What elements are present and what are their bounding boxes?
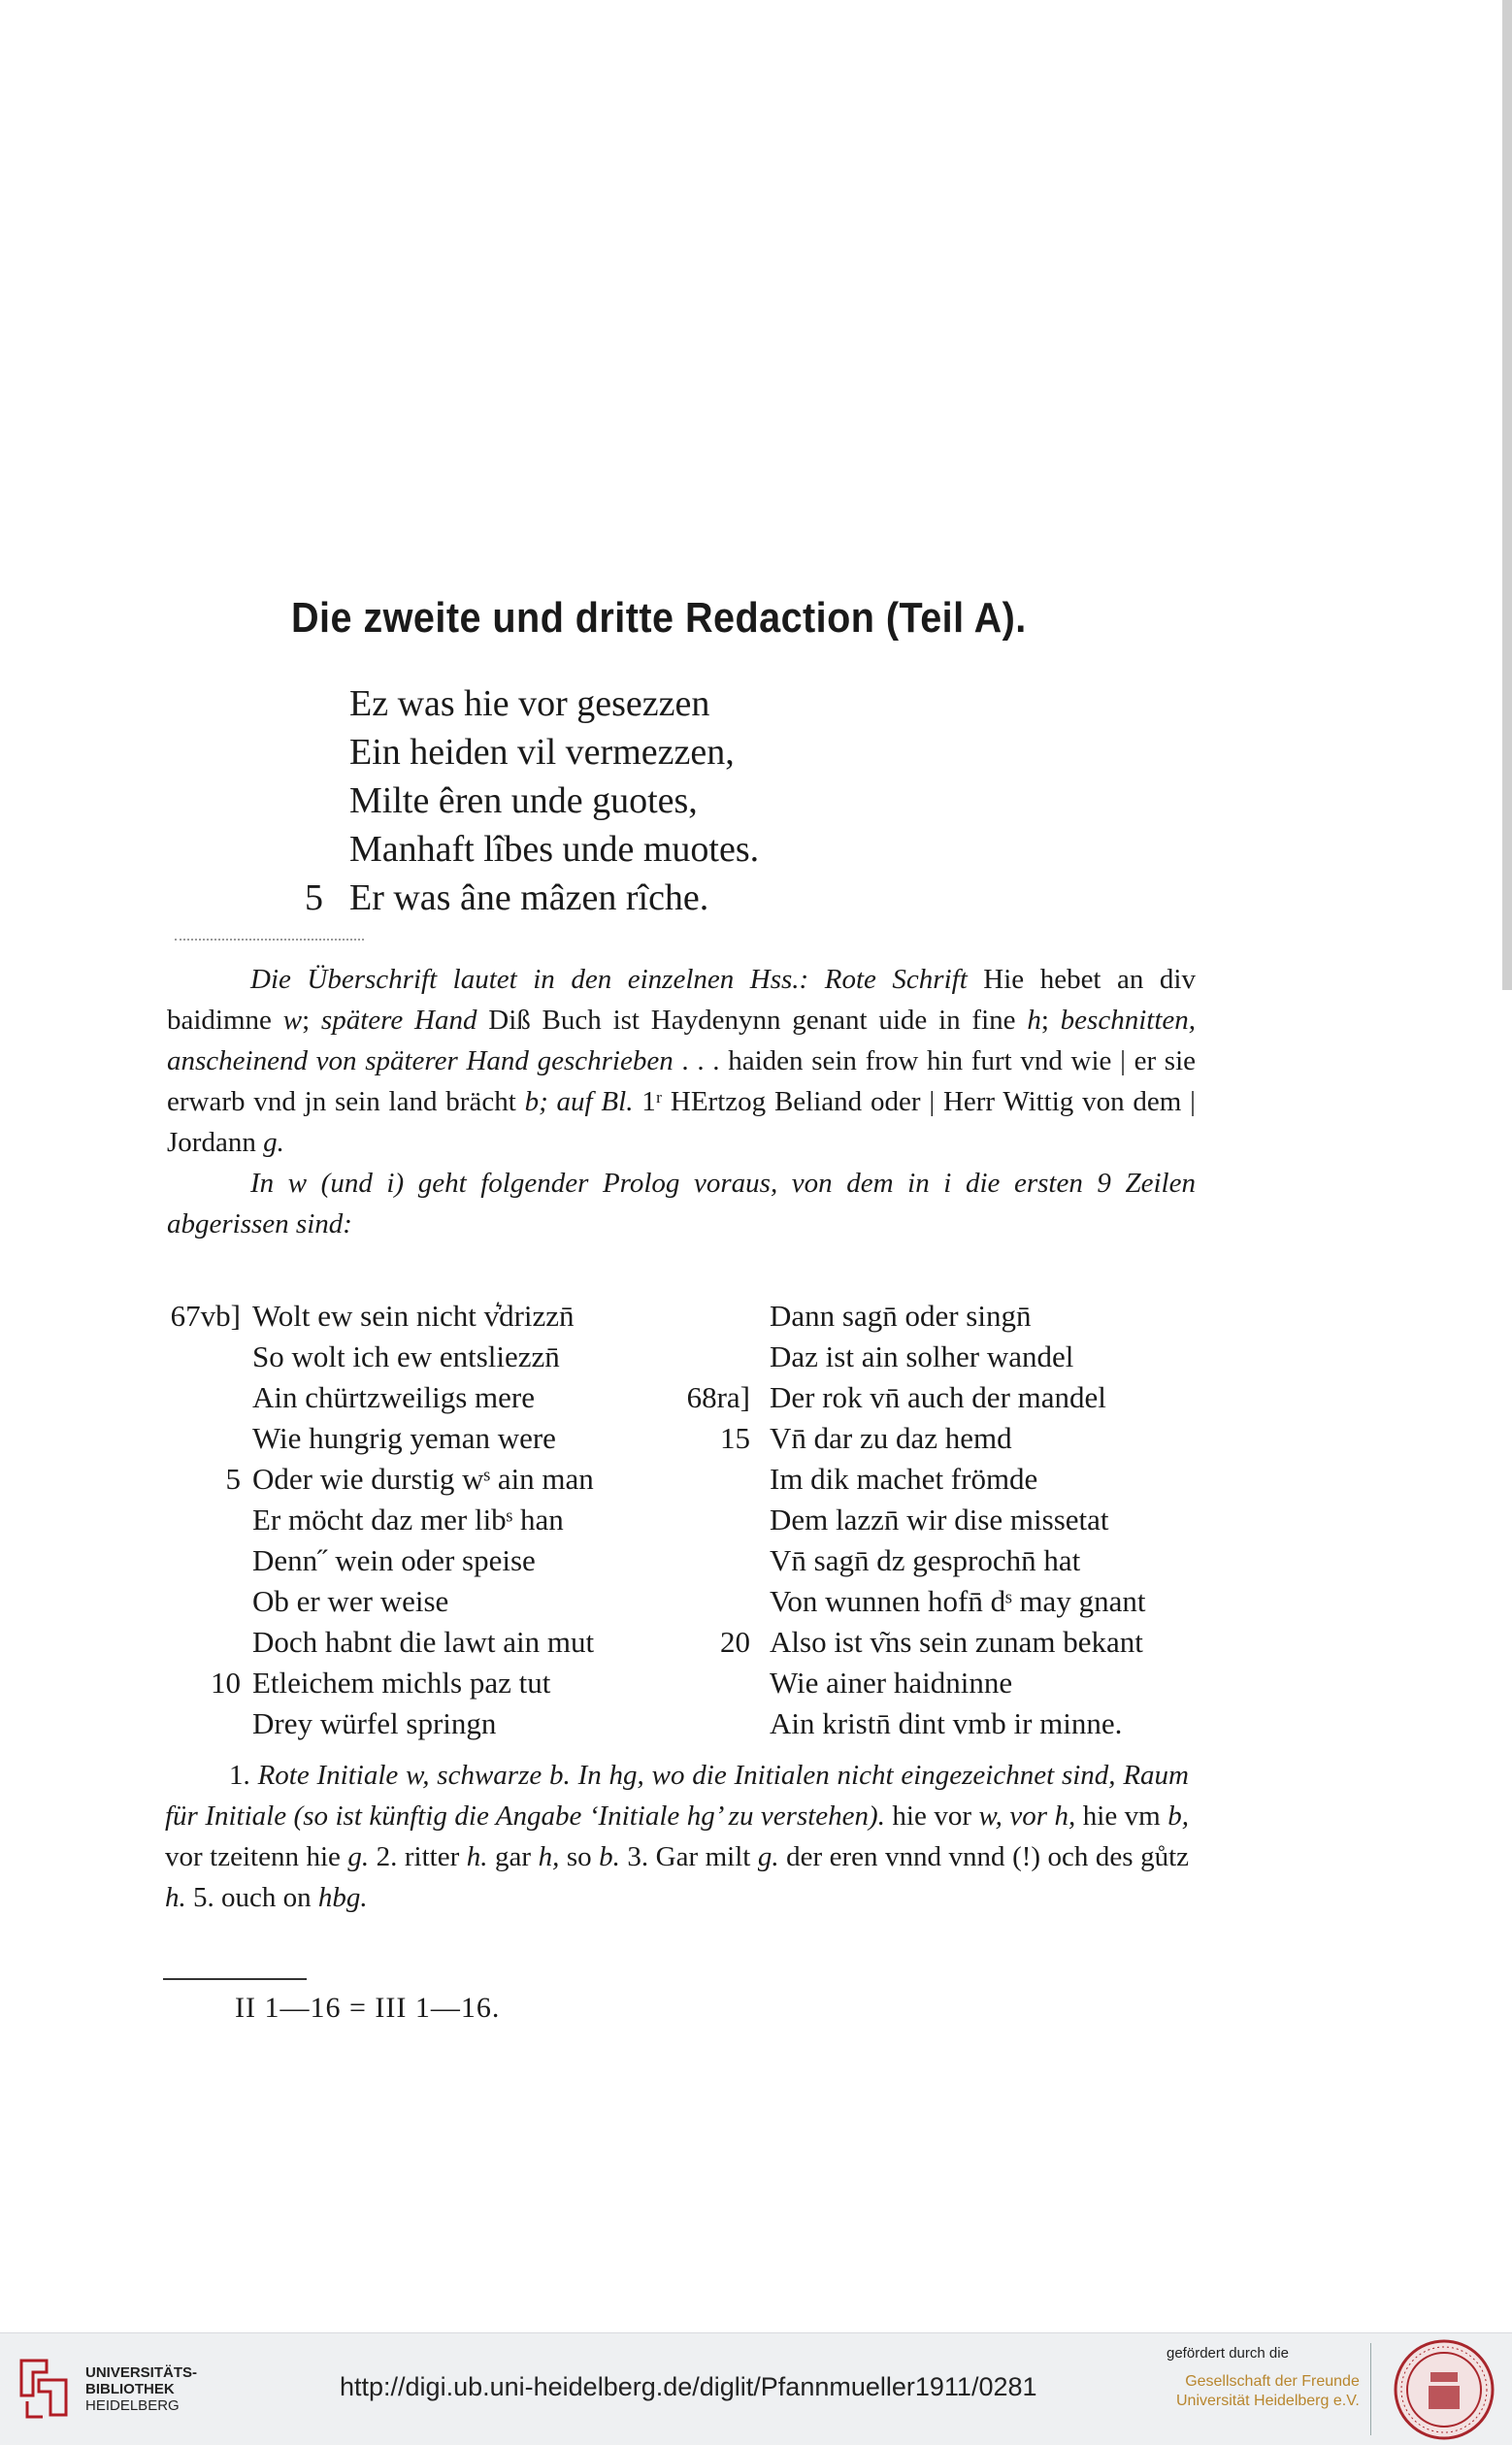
prolog-line <box>770 1459 1145 1500</box>
equivalence-note: II 1—16 = III 1—16. <box>235 1992 501 2024</box>
text-run: 3. Gar milt <box>619 1841 758 1872</box>
prolog-line-text: Im dik machet frömde <box>770 1462 1038 1496</box>
text-run: gar <box>487 1841 539 1872</box>
footer-divider <box>1370 2343 1371 2435</box>
italic-run: g. <box>263 1127 284 1158</box>
italic-run: b. <box>599 1841 620 1872</box>
prolog-left-column <box>170 1296 595 1744</box>
prolog-line-text: Also ist v͂ns sein zunam bekant <box>770 1625 1143 1659</box>
prolog-line-text: Doch habnt die lawt ain mut <box>252 1625 595 1659</box>
poem-line <box>349 728 759 776</box>
poem-line-text: Er was âne mâzen rîche. <box>349 877 709 918</box>
folio-or-line-number: 10 <box>211 1666 241 1700</box>
prolog-line <box>252 1703 594 1744</box>
page-edge <box>1502 0 1512 990</box>
folio-or-line-number: 68ra] <box>686 1380 750 1414</box>
prolog-line-text: Wolt ew sein nicht v͛drizzn̄ <box>252 1299 575 1333</box>
folio-or-line-number: 5 <box>225 1462 241 1496</box>
text-run: so <box>559 1841 600 1872</box>
italic-run: beschnitten, anscheinend von späterer Hand geschrieben <box>167 1005 1196 1076</box>
italic-run: h. <box>165 1882 186 1913</box>
prolog-line-text: Oder wie durstig wˢ ain man <box>252 1462 594 1496</box>
poem-line <box>349 776 759 825</box>
italic-run: b; auf Bl. <box>524 1086 634 1117</box>
prolog-line <box>770 1296 1145 1337</box>
notes-paragraph-2: In w (und i) geht folgender Prolog voraus, von dem in i die ersten 9 Zeilen abgerissen sind: <box>167 1168 1196 1239</box>
prolog-line-text: Vn̄ sagn̄ dz gesprochn̄ hat <box>770 1543 1081 1577</box>
poem-line <box>305 874 759 922</box>
library-name-line-3: HEIDELBERG <box>85 2397 180 2414</box>
prolog-line-text: Denn˝ wein oder speise <box>252 1543 536 1577</box>
text-run: 2. ritter <box>369 1841 467 1872</box>
prolog-line <box>686 1377 1145 1418</box>
poem-line-text: Ez was hie vor gesezzen <box>349 683 710 724</box>
university-seal-icon[interactable] <box>1392 2337 1496 2442</box>
text-run: 1ʳ HErtzog Beliand oder | Herr Wittig von dem | Jordann <box>167 1086 1196 1158</box>
italic-run: h. <box>466 1841 488 1872</box>
prolog-line <box>225 1459 594 1500</box>
sponsor-line-1: Gesellschaft der Freunde <box>1185 2373 1360 2390</box>
prolog-line <box>720 1418 1145 1459</box>
prolog-line-text: Wie hungrig yeman were <box>252 1421 556 1455</box>
prolog-line <box>252 1377 594 1418</box>
text-run: der eren vnnd vnnd (!) och des gůtz <box>778 1841 1190 1872</box>
italic-run: Rote Initiale w, schwarze b. In hg, wo die Initialen nicht eingezeichnet sind, Raum für Initiale (so ist künftig die Angabe ‘Initiale hg’ zu verstehen). <box>165 1760 1190 1832</box>
prolog-right-column <box>686 1296 1146 1744</box>
prolog-line <box>170 1296 594 1337</box>
sponsor-label: gefördert durch die <box>1167 2345 1289 2362</box>
prolog-line <box>770 1581 1145 1622</box>
text-run: ; <box>302 1005 321 1036</box>
text-run: Hie hebet an div baidimne <box>167 964 1196 1036</box>
prolog-line-text: Daz ist ain solher wandel <box>770 1339 1074 1373</box>
prolog-line-text: Von wunnen hofn̄ dˢ may gnant <box>770 1584 1146 1618</box>
prolog-line-text: Ob er wer weise <box>252 1584 449 1618</box>
prolog-line-text: Er möcht daz mer libˢ han <box>252 1503 564 1536</box>
prolog-line-text: Wie ainer haidninne <box>770 1666 1013 1700</box>
text-run: 1. <box>229 1760 258 1791</box>
prolog-line <box>770 1500 1145 1540</box>
prolog-line-text: Dann sagn̄ oder singn̄ <box>770 1299 1032 1333</box>
prolog-line-text: Vn̄ dar zu daz hemd <box>770 1421 1012 1455</box>
text-run: hie vm <box>1075 1801 1168 1832</box>
permalink-url[interactable]: http://digi.ub.uni-heidelberg.de/diglit/Pfannmueller1911/0281 <box>340 2372 1037 2401</box>
prolog-line <box>252 1418 594 1459</box>
line-number: 5 <box>305 877 323 918</box>
page-heading: Die zweite und dritte Redaction (Teil A). <box>291 594 1027 642</box>
footer-bar <box>0 2332 1512 2445</box>
italic-run: w <box>282 1005 303 1036</box>
text-run: hie vor <box>884 1801 979 1832</box>
italic-run: h <box>1027 1005 1041 1036</box>
italic-run: b, <box>1167 1801 1189 1832</box>
separator-rule <box>175 939 364 941</box>
prolog-line-text: Ain kristn̄ dint vmb ir minne. <box>770 1706 1123 1740</box>
sponsor-name[interactable] <box>1176 2372 1360 2411</box>
prolog-line-text: Etleichem michls paz tut <box>252 1666 551 1700</box>
text-run: 5. ouch on <box>185 1882 318 1913</box>
italic-run: g. <box>347 1841 370 1872</box>
prolog-line-text: Dem lazzn̄ wir dise missetat <box>770 1503 1109 1536</box>
apparatus-notes <box>167 959 1196 1244</box>
folio-or-line-number: 15 <box>720 1421 750 1455</box>
prolog-line-text: So wolt ich ew entsliezzn̄ <box>252 1339 560 1373</box>
italic-run: hbg. <box>317 1882 368 1913</box>
italic-run: g. <box>757 1841 779 1872</box>
folio-or-line-number: 20 <box>720 1625 750 1659</box>
prolog-line <box>720 1622 1145 1663</box>
text-run: vor tzeitenn hie <box>165 1841 348 1872</box>
italic-run: spätere Hand <box>320 1005 477 1036</box>
prolog-line <box>770 1540 1145 1581</box>
prolog-line <box>252 1540 594 1581</box>
prolog-line <box>770 1663 1145 1703</box>
library-name-line-2: BIBLIOTHEK <box>85 2381 175 2397</box>
library-logo-icon[interactable] <box>16 2353 72 2423</box>
prolog-line <box>252 1622 594 1663</box>
poem-line-text: Manhaft lîbes unde muotes. <box>349 829 760 870</box>
prolog-line-text: Ain chürtzweiligs mere <box>252 1380 535 1414</box>
sponsor-line-2: Universität Heidelberg e.V. <box>1176 2393 1360 2409</box>
footnote-paragraph <box>165 1755 1189 1918</box>
folio-or-line-number: 67vb] <box>170 1299 241 1333</box>
library-name-line-1: UNIVERSITÄTS- <box>85 2364 198 2381</box>
library-name[interactable] <box>85 2364 197 2414</box>
poem-line-text: Ein heiden vil vermezzen, <box>349 732 735 773</box>
poem-line <box>349 825 759 874</box>
prolog-line-text: Der rok vn̄ auch der mandel <box>770 1380 1106 1414</box>
prolog-line <box>770 1337 1145 1377</box>
italic-run: h, <box>538 1841 560 1872</box>
poem-line <box>349 679 759 728</box>
prolog-line-text: Drey würfel springn <box>252 1706 497 1740</box>
prolog-line <box>211 1663 594 1703</box>
footnote-rule <box>163 1978 307 1980</box>
prolog-line <box>770 1703 1145 1744</box>
notes-paragraph-1 <box>167 959 1196 1163</box>
footnotes <box>165 1755 1189 1918</box>
text-run: ; <box>1040 1005 1061 1036</box>
prolog-line <box>252 1500 594 1540</box>
poem-line-text: Milte êren unde guotes, <box>349 780 698 821</box>
text-run: . . . haiden sein frow hin furt vnd wie | er sie erwarb vnd jn sein land brächt <box>167 1045 1197 1117</box>
italic-run: Die Überschrift lautet in den einzelnen Hss.: Rote Schrift <box>250 964 968 995</box>
poem-block <box>305 679 760 922</box>
italic-run: w, vor h, <box>978 1801 1076 1832</box>
prolog-line <box>252 1581 594 1622</box>
prolog-line <box>252 1337 594 1377</box>
text-run: Diß Buch ist Haydenynn genant uide in fine <box>477 1005 1028 1036</box>
